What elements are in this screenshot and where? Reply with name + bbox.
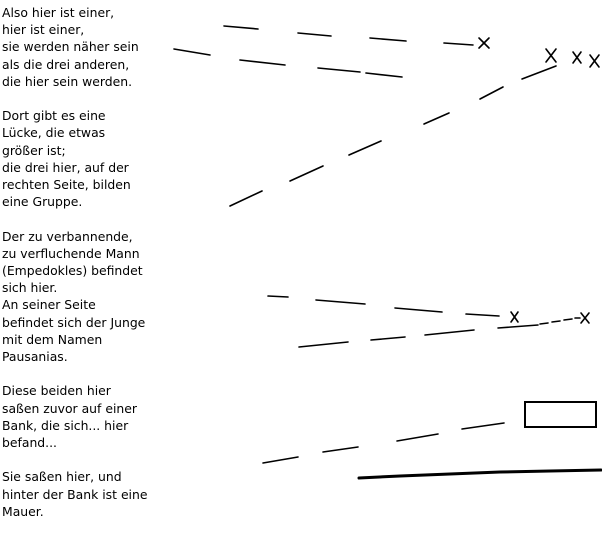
bench	[525, 402, 596, 427]
text-line: Also hier ist einer,	[2, 5, 115, 20]
text-line: Sie saßen hier, und	[2, 469, 122, 485]
text-line: Mauer.	[2, 503, 44, 519]
text-line: befand...	[2, 435, 57, 451]
sight-lines-middle	[268, 296, 580, 347]
bench-sight-lines	[263, 423, 504, 463]
text-line: zu verfluchende Mann	[2, 245, 140, 261]
text-line: größer ist;	[2, 142, 66, 158]
text-line: Pausanias.	[2, 349, 68, 365]
pausanias-mark	[581, 313, 589, 323]
text-line: saßen zuvor auf einer	[2, 400, 137, 416]
text-line: sie werden näher sein	[2, 39, 139, 55]
text-line: Der zu verbannende,	[2, 228, 133, 244]
text-line: Bank, die sich... hier	[2, 417, 129, 433]
text-line: sich hier.	[2, 280, 58, 296]
text-line: befindet sich der Junge	[2, 314, 146, 330]
diagonal-dashes	[230, 66, 556, 206]
text-line: (Empedokles) befindet	[2, 263, 143, 279]
text-line: An seiner Seite	[2, 297, 96, 313]
group-of-three-marks	[546, 49, 599, 67]
sight-lines-top	[174, 26, 473, 77]
text-line: eine Gruppe.	[2, 194, 83, 210]
text-line: Dort gibt es eine	[2, 108, 106, 124]
text-line: Lücke, die etwas	[2, 125, 106, 141]
text-line: mit dem Namen	[2, 331, 103, 347]
text-line: als die drei anderen,	[2, 56, 130, 72]
text-line: die drei hier, auf der	[2, 159, 129, 175]
empedokles-mark	[511, 312, 518, 322]
text-line: Diese beiden hier	[2, 383, 111, 399]
text-line: hier ist einer,	[2, 22, 85, 38]
text-line: die hier sein werden.	[2, 73, 133, 89]
wall	[359, 470, 601, 478]
single-actor-mark	[479, 38, 489, 48]
text-line: hinter der Bank ist eine	[2, 486, 148, 502]
text-line: rechten Seite, bilden	[2, 177, 131, 193]
